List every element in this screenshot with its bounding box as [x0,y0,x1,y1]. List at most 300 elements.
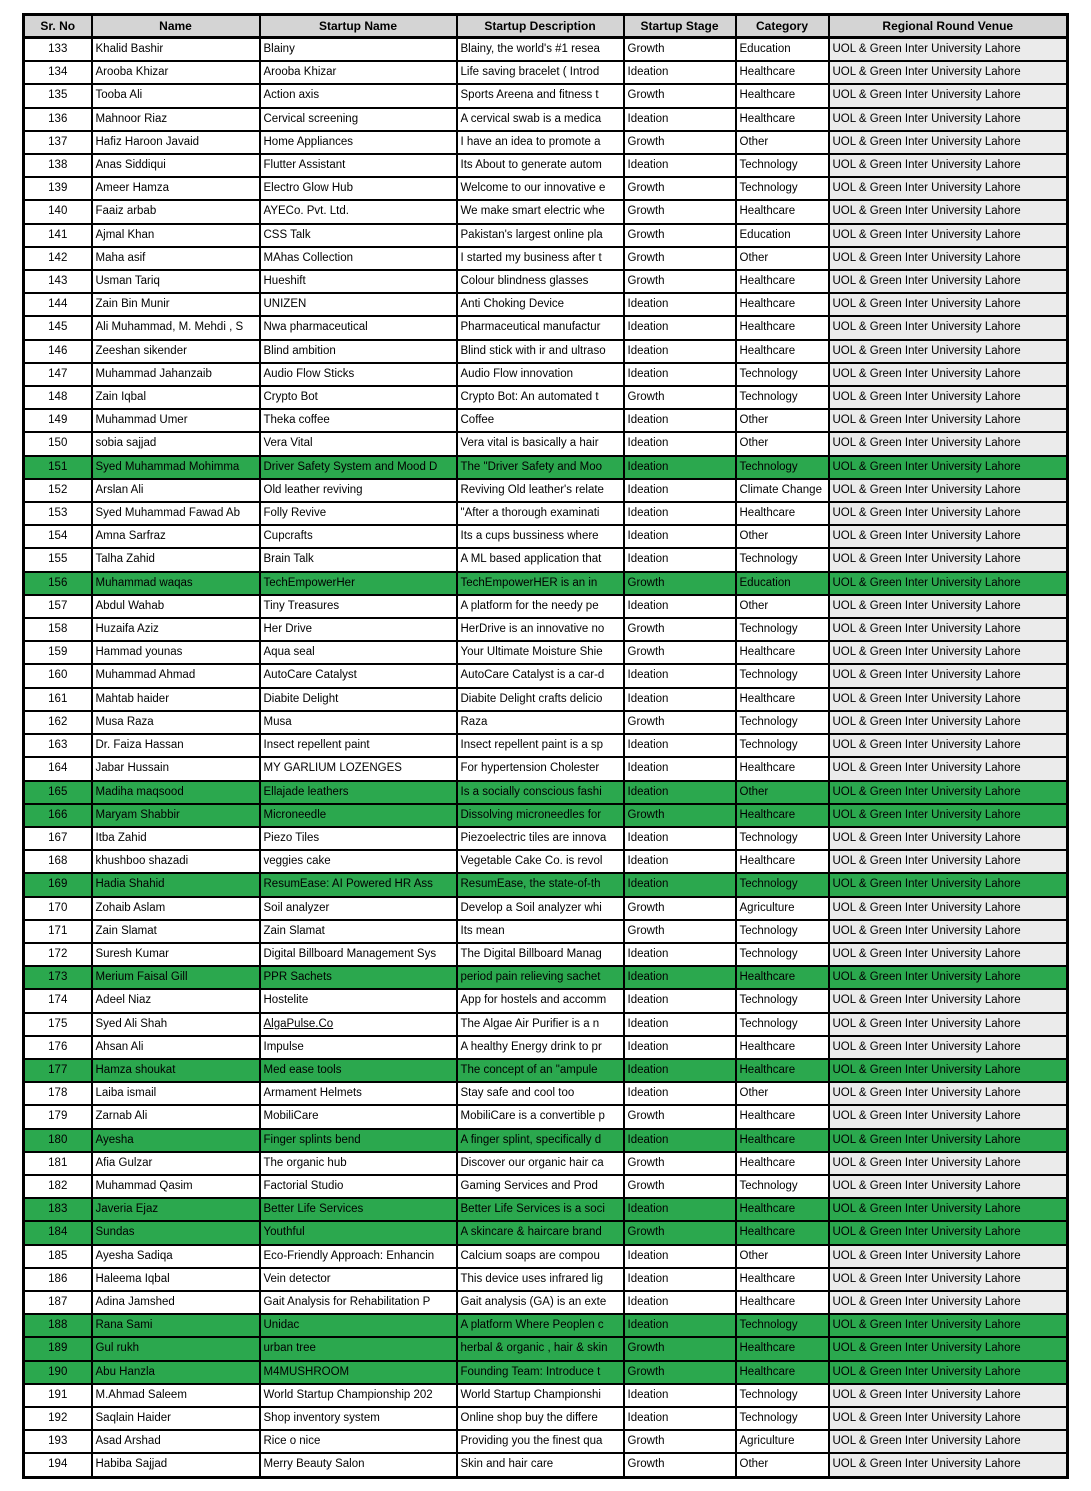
cell-name: Madiha maqsood [92,781,260,804]
table-row [24,688,1068,711]
cell-category: Technology [736,177,829,200]
cell-startup-stage: Ideation [624,1082,736,1105]
cell-startup-stage: Ideation [624,1245,736,1268]
cell-startup-description: Welcome to our innovative e [457,177,624,200]
cell-category: Technology [736,386,829,409]
cell-sr-no: 181 [24,1152,92,1175]
cell-startup-description: Diabite Delight crafts delicio [457,688,624,711]
cell-sr-no: 146 [24,340,92,363]
cell-startup-name: Arooba Khizar [260,61,457,84]
cell-category: Other [736,1245,829,1268]
table-row [24,1384,1068,1407]
cell-category: Healthcare [736,1361,829,1384]
cell-sr-no: 149 [24,409,92,432]
cell-startup-name: Musa [260,711,457,734]
cell-sr-no: 134 [24,61,92,84]
table-row [24,572,1068,595]
cell-startup-description: Anti Choking Device [457,293,624,316]
cell-regional-round-venue: UOL & Green Inter University Lahore [829,363,1068,386]
cell-name: Muhammad waqas [92,572,260,595]
cell-sr-no: 184 [24,1221,92,1244]
cell-startup-name: urban tree [260,1337,457,1360]
cell-sr-no: 173 [24,966,92,989]
cell-category: Agriculture [736,1430,829,1453]
cell-sr-no: 142 [24,247,92,270]
cell-category: Healthcare [736,108,829,131]
cell-sr-no: 138 [24,154,92,177]
cell-startup-description: Vegetable Cake Co. is revol [457,850,624,873]
cell-regional-round-venue: UOL & Green Inter University Lahore [829,850,1068,873]
cell-regional-round-venue: UOL & Green Inter University Lahore [829,1268,1068,1291]
cell-name: Dr. Faiza Hassan [92,734,260,757]
cell-startup-description: Insect repellent paint is a sp [457,734,624,757]
cell-name: Afia Gulzar [92,1152,260,1175]
cell-startup-description: World Startup Championshi [457,1384,624,1407]
cell-startup-name: Folly Revive [260,502,457,525]
cell-name: Talha Zahid [92,548,260,571]
header-startup-name: Startup Name [260,15,457,38]
cell-startup-stage: Growth [624,1105,736,1128]
cell-startup-description: Piezoelectric tiles are innova [457,827,624,850]
cell-name: Mahtab haider [92,688,260,711]
table-row [24,873,1068,896]
cell-startup-name: PPR Sachets [260,966,457,989]
cell-startup-name: Eco-Friendly Approach: Enhancin [260,1245,457,1268]
cell-regional-round-venue: UOL & Green Inter University Lahore [829,200,1068,223]
cell-name: Rana Sami [92,1314,260,1337]
cell-name: Itba Zahid [92,827,260,850]
cell-category: Other [736,525,829,548]
cell-regional-round-venue: UOL & Green Inter University Lahore [829,966,1068,989]
startup-link[interactable]: AlgaPulse.Co [263,1017,334,1030]
cell-name: Syed Muhammad Fawad Ab [92,502,260,525]
table-row [24,1013,1068,1036]
cell-regional-round-venue: UOL & Green Inter University Lahore [829,1175,1068,1198]
cell-sr-no: 145 [24,316,92,339]
cell-name: Zain Bin Munir [92,293,260,316]
cell-startup-description: A healthy Energy drink to pr [457,1036,624,1059]
cell-name: Abu Hanzla [92,1361,260,1384]
cell-category: Climate Change [736,479,829,502]
table-row [24,1105,1068,1128]
cell-category: Healthcare [736,1129,829,1152]
cell-regional-round-venue: UOL & Green Inter University Lahore [829,409,1068,432]
cell-startup-stage: Ideation [624,781,736,804]
table-row [24,595,1068,618]
cell-category: Healthcare [736,1105,829,1128]
cell-name: Muhammad Qasim [92,1175,260,1198]
cell-sr-no: 139 [24,177,92,200]
table-row [24,316,1068,339]
cell-startup-description: Sports Areena and fitness t [457,84,624,107]
cell-category: Other [736,1453,829,1477]
cell-sr-no: 193 [24,1430,92,1453]
cell-startup-description: Skin and hair care [457,1453,624,1477]
cell-startup-name: TechEmpowerHer [260,572,457,595]
cell-name: Abdul Wahab [92,595,260,618]
cell-sr-no: 153 [24,502,92,525]
cell-sr-no: 170 [24,897,92,920]
cell-regional-round-venue: UOL & Green Inter University Lahore [829,1430,1068,1453]
cell-startup-name: Zain Slamat [260,920,457,943]
cell-sr-no: 133 [24,38,92,62]
cell-category: Technology [736,1314,829,1337]
cell-startup-stage: Growth [624,641,736,664]
cell-regional-round-venue: UOL & Green Inter University Lahore [829,595,1068,618]
cell-sr-no: 168 [24,850,92,873]
cell-name: Muhammad Ahmad [92,664,260,687]
cell-category: Technology [736,618,829,641]
cell-startup-name: veggies cake [260,850,457,873]
cell-sr-no: 191 [24,1384,92,1407]
cell-startup-stage: Ideation [624,873,736,896]
table-row [24,1430,1068,1453]
table-row [24,1245,1068,1268]
table-row [24,293,1068,316]
cell-sr-no: 188 [24,1314,92,1337]
cell-category: Healthcare [736,293,829,316]
cell-startup-description: HerDrive is an innovative no [457,618,624,641]
cell-startup-stage: Ideation [624,154,736,177]
cell-category: Technology [736,943,829,966]
startup-table-sheet [22,13,1069,1479]
cell-category: Technology [736,1013,829,1036]
cell-sr-no: 174 [24,989,92,1012]
cell-startup-name: Impulse [260,1036,457,1059]
cell-startup-description: Founding Team: Introduce t [457,1361,624,1384]
table-row [24,432,1068,455]
cell-startup-stage: Ideation [624,1013,736,1036]
cell-sr-no: 192 [24,1407,92,1430]
header-regional-round-venue: Regional Round Venue [829,15,1068,38]
cell-regional-round-venue: UOL & Green Inter University Lahore [829,131,1068,154]
cell-regional-round-venue: UOL & Green Inter University Lahore [829,734,1068,757]
cell-sr-no: 167 [24,827,92,850]
cell-category: Technology [736,664,829,687]
cell-startup-stage: Ideation [624,1036,736,1059]
cell-startup-description: Its a cups bussiness where [457,525,624,548]
table-row [24,989,1068,1012]
table-row [24,409,1068,432]
cell-regional-round-venue: UOL & Green Inter University Lahore [829,1152,1068,1175]
cell-startup-description: The Digital Billboard Manag [457,943,624,966]
cell-regional-round-venue: UOL & Green Inter University Lahore [829,61,1068,84]
table-row [24,1291,1068,1314]
cell-startup-description: I started my business after t [457,247,624,270]
cell-name: Zarnab Ali [92,1105,260,1128]
table-row [24,200,1068,223]
cell-regional-round-venue: UOL & Green Inter University Lahore [829,1291,1068,1314]
cell-startup-description: Its About to generate autom [457,154,624,177]
table-row [24,804,1068,827]
cell-category: Technology [736,711,829,734]
header-name: Name [92,15,260,38]
cell-startup-stage: Growth [624,84,736,107]
cell-startup-stage: Ideation [624,1198,736,1221]
cell-startup-name: Cervical screening [260,108,457,131]
cell-regional-round-venue: UOL & Green Inter University Lahore [829,1384,1068,1407]
cell-regional-round-venue: UOL & Green Inter University Lahore [829,1013,1068,1036]
cell-name: khushboo shazadi [92,850,260,873]
cell-startup-name: Hueshift [260,270,457,293]
cell-startup-description: Providing you the finest qua [457,1430,624,1453]
cell-regional-round-venue: UOL & Green Inter University Lahore [829,1082,1068,1105]
cell-regional-round-venue: UOL & Green Inter University Lahore [829,316,1068,339]
cell-startup-stage: Ideation [624,1268,736,1291]
cell-startup-stage: Growth [624,1152,736,1175]
cell-startup-name: MY GARLIUM LOZENGES [260,757,457,780]
cell-startup-stage: Ideation [624,966,736,989]
cell-startup-name: UNIZEN [260,293,457,316]
cell-startup-stage: Ideation [624,1291,736,1314]
cell-name: Jabar Hussain [92,757,260,780]
table-row [24,664,1068,687]
cell-category: Healthcare [736,1337,829,1360]
cell-regional-round-venue: UOL & Green Inter University Lahore [829,177,1068,200]
cell-startup-name: Piezo Tiles [260,827,457,850]
cell-startup-name: Flutter Assistant [260,154,457,177]
cell-startup-stage: Ideation [624,409,736,432]
table-row [24,1407,1068,1430]
cell-name: Gul rukh [92,1337,260,1360]
cell-startup-stage: Growth [624,618,736,641]
cell-category: Healthcare [736,1221,829,1244]
cell-startup-description: Raza [457,711,624,734]
cell-sr-no: 190 [24,1361,92,1384]
cell-sr-no: 172 [24,943,92,966]
cell-startup-name: Merry Beauty Salon [260,1453,457,1477]
cell-startup-name: Theka coffee [260,409,457,432]
cell-category: Education [736,572,829,595]
cell-sr-no: 152 [24,479,92,502]
cell-regional-round-venue: UOL & Green Inter University Lahore [829,1314,1068,1337]
cell-startup-stage: Ideation [624,989,736,1012]
cell-name: Faaiz arbab [92,200,260,223]
cell-startup-description: Audio Flow innovation [457,363,624,386]
cell-regional-round-venue: UOL & Green Inter University Lahore [829,38,1068,62]
cell-startup-stage: Ideation [624,479,736,502]
cell-startup-name: MobiliCare [260,1105,457,1128]
table-row [24,38,1068,62]
cell-name: Asad Arshad [92,1430,260,1453]
cell-regional-round-venue: UOL & Green Inter University Lahore [829,224,1068,247]
cell-startup-stage: Ideation [624,595,736,618]
cell-startup-name: CSS Talk [260,224,457,247]
table-row [24,456,1068,479]
cell-startup-stage: Growth [624,177,736,200]
cell-startup-stage: Ideation [624,340,736,363]
cell-startup-description: The Algae Air Purifier is a n [457,1013,624,1036]
cell-startup-name: Brain Talk [260,548,457,571]
cell-category: Technology [736,989,829,1012]
cell-startup-stage: Ideation [624,316,736,339]
table-row [24,897,1068,920]
cell-category: Technology [736,363,829,386]
cell-regional-round-venue: UOL & Green Inter University Lahore [829,688,1068,711]
table-row [24,247,1068,270]
cell-startup-description: Blainy, the world's #1 resea [457,38,624,62]
cell-startup-description: This device uses infrared lig [457,1268,624,1291]
cell-sr-no: 160 [24,664,92,687]
cell-name: Zeeshan sikender [92,340,260,363]
cell-startup-description: period pain relieving sachet [457,966,624,989]
cell-name: Musa Raza [92,711,260,734]
cell-sr-no: 150 [24,432,92,455]
table-row [24,781,1068,804]
cell-name: Khalid Bashir [92,38,260,62]
table-row [24,1059,1068,1082]
cell-startup-stage: Ideation [624,1314,736,1337]
cell-name: Usman Tariq [92,270,260,293]
table-row [24,224,1068,247]
cell-name: Arooba Khizar [92,61,260,84]
table-row [24,131,1068,154]
cell-startup-name: Tiny Treasures [260,595,457,618]
cell-startup-stage: Ideation [624,1407,736,1430]
cell-sr-no: 158 [24,618,92,641]
cell-sr-no: 161 [24,688,92,711]
cell-category: Healthcare [736,316,829,339]
cell-startup-name: Blind ambition [260,340,457,363]
cell-startup-name: Finger splints bend [260,1129,457,1152]
cell-sr-no: 180 [24,1129,92,1152]
cell-name: Maha asif [92,247,260,270]
cell-startup-stage: Ideation [624,61,736,84]
cell-name: Ameer Hamza [92,177,260,200]
table-row [24,108,1068,131]
cell-name: Tooba Ali [92,84,260,107]
table-row [24,734,1068,757]
cell-startup-stage: Ideation [624,827,736,850]
cell-startup-description: Your Ultimate Moisture Shie [457,641,624,664]
cell-sr-no: 157 [24,595,92,618]
cell-startup-name: Digital Billboard Management Sys [260,943,457,966]
table-row [24,1314,1068,1337]
table-row [24,548,1068,571]
cell-startup-description: The concept of an "ampule [457,1059,624,1082]
cell-startup-description: A skincare & haircare brand [457,1221,624,1244]
cell-startup-stage: Ideation [624,456,736,479]
cell-sr-no: 183 [24,1198,92,1221]
cell-startup-description: A platform for the needy pe [457,595,624,618]
cell-sr-no: 182 [24,1175,92,1198]
cell-name: Sundas [92,1221,260,1244]
cell-startup-description: Dissolving microneedles for [457,804,624,827]
cell-name: Huzaifa Aziz [92,618,260,641]
cell-regional-round-venue: UOL & Green Inter University Lahore [829,920,1068,943]
cell-startup-stage: Ideation [624,432,736,455]
cell-sr-no: 140 [24,200,92,223]
cell-startup-description: For hypertension Cholester [457,757,624,780]
header-startup-description: Startup Description [457,15,624,38]
cell-category: Healthcare [736,966,829,989]
table-row [24,1175,1068,1198]
cell-regional-round-venue: UOL & Green Inter University Lahore [829,618,1068,641]
header-sr-no: Sr. No [24,15,92,38]
cell-name: Hamza shoukat [92,1059,260,1082]
header-startup-stage: Startup Stage [624,15,736,38]
cell-startup-description: Online shop buy the differe [457,1407,624,1430]
cell-category: Healthcare [736,270,829,293]
cell-sr-no: 163 [24,734,92,757]
cell-startup-description: A finger splint, specifically d [457,1129,624,1152]
table-row [24,340,1068,363]
cell-startup-name: Cupcrafts [260,525,457,548]
cell-sr-no: 164 [24,757,92,780]
cell-startup-description: Pharmaceutical manufactur [457,316,624,339]
cell-startup-stage: Growth [624,1337,736,1360]
table-row [24,525,1068,548]
cell-startup-name: AYECo. Pvt. Ltd. [260,200,457,223]
cell-regional-round-venue: UOL & Green Inter University Lahore [829,1407,1068,1430]
cell-name: Ali Muhammad, M. Mehdi , S [92,316,260,339]
cell-sr-no: 156 [24,572,92,595]
cell-startup-description: ResumEase, the state-of-th [457,873,624,896]
cell-startup-name: Med ease tools [260,1059,457,1082]
cell-startup-stage: Growth [624,247,736,270]
cell-startup-description: Vera vital is basically a hair [457,432,624,455]
cell-sr-no: 187 [24,1291,92,1314]
cell-category: Healthcare [736,688,829,711]
cell-name: Javeria Ejaz [92,1198,260,1221]
cell-sr-no: 154 [24,525,92,548]
cell-category: Technology [736,548,829,571]
cell-startup-stage: Ideation [624,757,736,780]
cell-startup-description: A platform Where Peoplen c [457,1314,624,1337]
cell-startup-name: Armament Helmets [260,1082,457,1105]
cell-category: Technology [736,827,829,850]
cell-regional-round-venue: UOL & Green Inter University Lahore [829,479,1068,502]
cell-regional-round-venue: UOL & Green Inter University Lahore [829,897,1068,920]
cell-name: Zain Slamat [92,920,260,943]
cell-sr-no: 175 [24,1013,92,1036]
cell-sr-no: 177 [24,1059,92,1082]
table-row [24,479,1068,502]
cell-startup-description: TechEmpowerHER is an in [457,572,624,595]
cell-name: Laiba ismail [92,1082,260,1105]
cell-name: sobia sajjad [92,432,260,455]
cell-startup-description: "After a thorough examinati [457,502,624,525]
table-row [24,502,1068,525]
cell-regional-round-venue: UOL & Green Inter University Lahore [829,572,1068,595]
cell-startup-name: Ellajade leathers [260,781,457,804]
cell-startup-description: Life saving bracelet ( Introd [457,61,624,84]
cell-startup-name: Crypto Bot [260,386,457,409]
cell-startup-name: Better Life Services [260,1198,457,1221]
table-row [24,84,1068,107]
cell-startup-description: Pakistan's largest online pla [457,224,624,247]
cell-category: Technology [736,456,829,479]
table-row [24,1361,1068,1384]
cell-category: Other [736,595,829,618]
cell-startup-name: Vera Vital [260,432,457,455]
cell-startup-name: Old leather reviving [260,479,457,502]
cell-regional-round-venue: UOL & Green Inter University Lahore [829,943,1068,966]
cell-startup-description: Gaming Services and Prod [457,1175,624,1198]
cell-startup-description: Calcium soaps are compou [457,1245,624,1268]
cell-category: Other [736,781,829,804]
cell-startup-stage: Growth [624,1430,736,1453]
cell-startup-name: Insect repellent paint [260,734,457,757]
cell-startup-name: Aqua seal [260,641,457,664]
table-row [24,1221,1068,1244]
cell-regional-round-venue: UOL & Green Inter University Lahore [829,548,1068,571]
cell-startup-name: Factorial Studio [260,1175,457,1198]
table-row [24,270,1068,293]
cell-regional-round-venue: UOL & Green Inter University Lahore [829,1245,1068,1268]
table-row [24,920,1068,943]
table-row [24,1453,1068,1477]
